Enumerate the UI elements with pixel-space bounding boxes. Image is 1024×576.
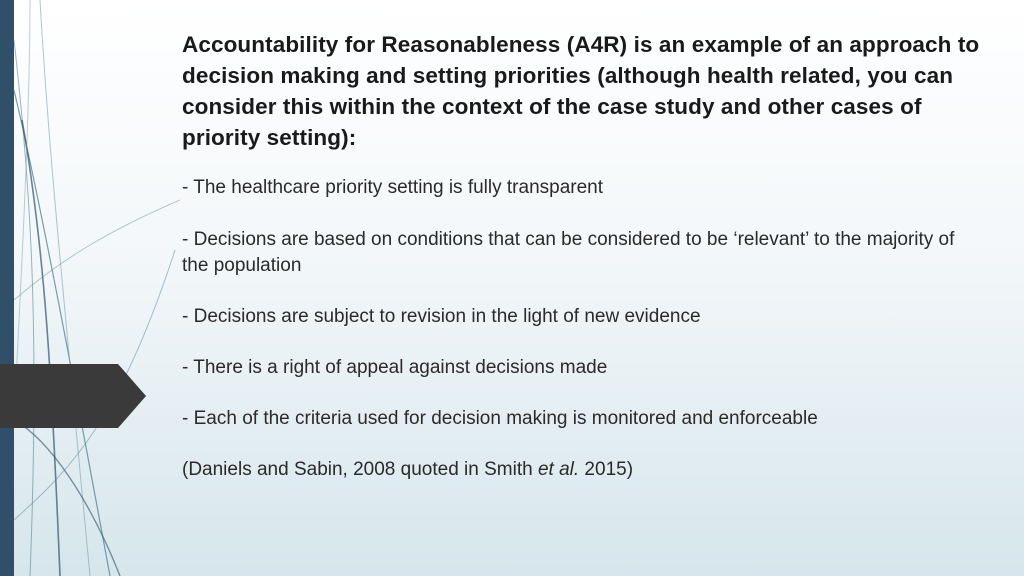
citation-text: (Daniels and Sabin, 2008 quoted in Smith <box>182 459 538 480</box>
decorative-curves <box>0 0 180 576</box>
pointer-shape <box>0 364 146 428</box>
criteria-item: - Each of the criteria used for decision making is monitored and enforceable <box>182 408 818 429</box>
criteria-item: - There is a right of appeal against decisions made <box>182 357 608 378</box>
citation-year: 2015) <box>579 459 634 480</box>
slide-title: Accountability for Reasonableness (A4R) is an example of an approach to decision making and setting priorities (although health related, you can consider this within the context of the case study and other cases of priority setting): <box>182 32 980 150</box>
citation-italic: et al. <box>537 459 580 480</box>
criteria-item: - Decisions are based on conditions that can be considered to be ‘relevant’ to the majority of the population <box>182 229 955 276</box>
criteria-item: - The healthcare priority setting is fully transparent <box>182 177 604 198</box>
criteria-item: - Decisions are subject to revision in the light of new evidence <box>182 306 701 327</box>
slide-content <box>182 29 982 483</box>
citation <box>182 457 982 483</box>
criteria-list <box>182 175 982 432</box>
